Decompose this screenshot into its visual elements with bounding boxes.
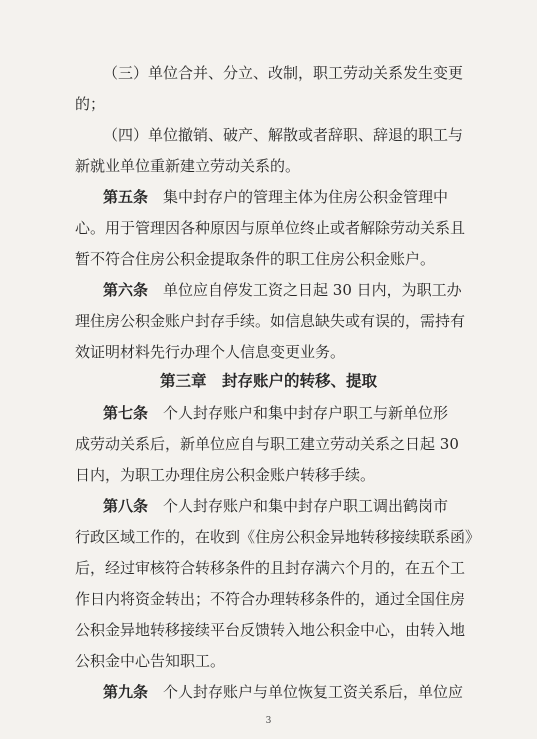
chapter-heading: 第三章 封存账户的转移、提取 <box>159 371 377 390</box>
text-line: 的； <box>75 95 106 113</box>
article-label: 第五条 <box>103 188 149 206</box>
article-line: 第九条 个人封存账户与单位恢复工资关系后，单位应 <box>103 683 464 701</box>
text-line: 理住房公积金账户封存手续。如信息缺失或有误的，需持有 <box>75 312 466 330</box>
text-line: 公积金中心告知职工。 <box>75 652 226 670</box>
article-label: 第七条 <box>103 404 149 422</box>
article-label: 第九条 <box>103 683 149 701</box>
text-line: 成劳动关系后，新单位应自与职工建立劳动关系之日起 30 <box>75 435 459 453</box>
text-line: 暂不符合住房公积金提取条件的职工住房公积金账户。 <box>75 250 436 268</box>
text-line: （三）单位合并、分立、改制，职工劳动关系发生变更 <box>103 64 464 82</box>
article-label: 第八条 <box>103 497 149 515</box>
article-line: 第八条 个人封存账户和集中封存户职工调出鹤岗市 <box>103 497 449 515</box>
page-number: 3 <box>265 716 272 726</box>
article-line: 第五条 集中封存户的管理主体为住房公积金管理中 <box>103 188 449 206</box>
article-line: 第七条 个人封存账户和集中封存户职工与新单位形 <box>103 404 449 422</box>
text-line: 行政区域工作的，在收到《住房公积金异地转移接续联系函》 <box>75 528 481 546</box>
text-line: 日内，为职工办理住房公积金账户转移手续。 <box>75 466 376 484</box>
text-line: 效证明材料先行办理个人信息变更业务。 <box>75 343 346 361</box>
text-line: 作日内将资金转出；不符合办理转移条件的，通过全国住房 <box>75 590 466 608</box>
text-line: 心。用于管理因各种原因与原单位终止或者解除劳动关系且 <box>75 219 466 237</box>
article-label: 第六条 <box>103 281 149 299</box>
article-line: 第六条 单位应自停发工资之日起 30 日内，为职工办 <box>103 281 462 299</box>
text-line: （四）单位撤销、破产、解散或者辞职、辞退的职工与 <box>103 126 464 144</box>
text-line: 新就业单位重新建立劳动关系的。 <box>75 157 301 175</box>
text-line: 公积金异地转移接续平台反馈转入地公积金中心，由转入地 <box>75 621 466 639</box>
text-line: 后，经过审核符合转移条件的且封存满六个月的，在五个工 <box>75 559 466 577</box>
